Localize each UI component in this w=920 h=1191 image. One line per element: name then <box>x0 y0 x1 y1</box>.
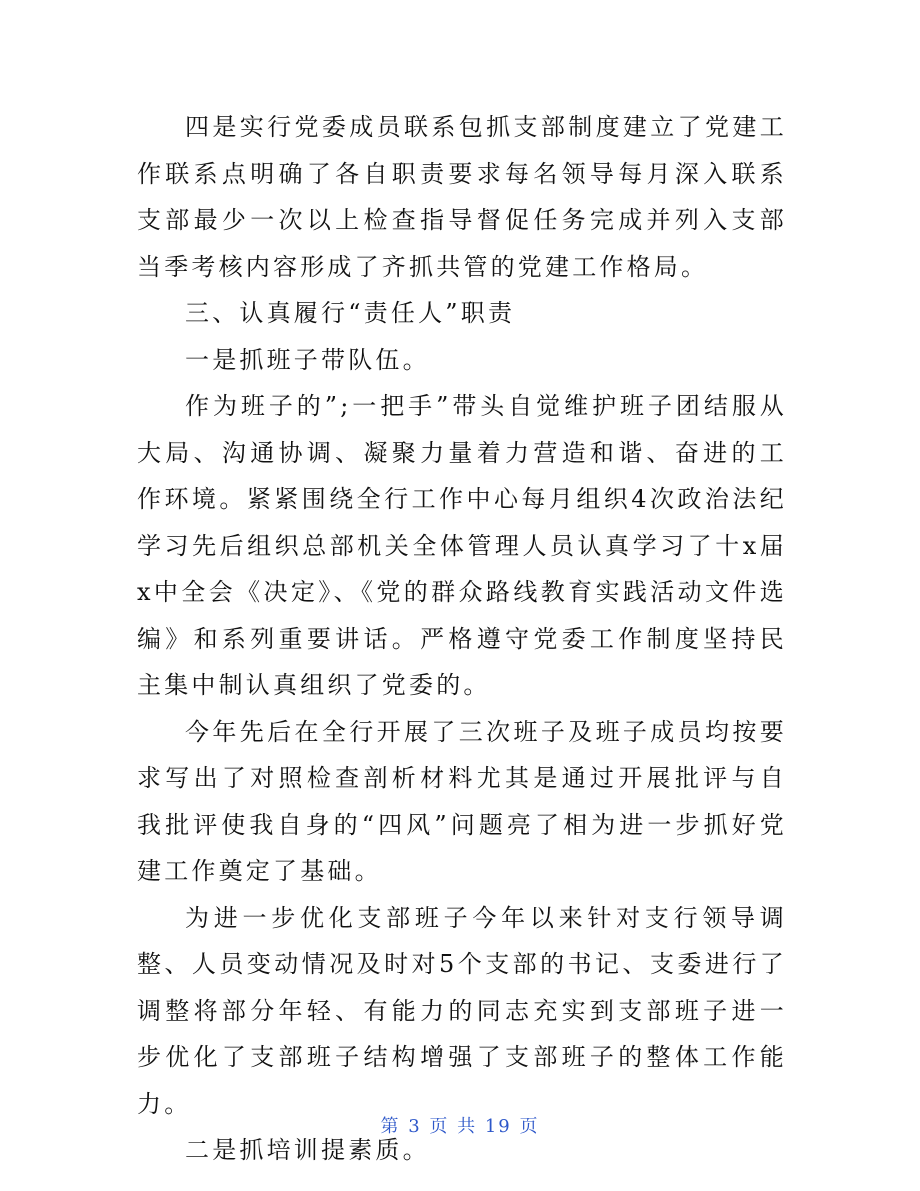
subheading-1: 一是抓班子带队伍。 <box>185 345 430 374</box>
subheading-2: 二是抓培训提素质。 <box>185 1136 430 1164</box>
document-body <box>137 104 787 1174</box>
paragraph-3: 今年先后在全行开展了三次班子及班子成员均按要求写出了对照检查剖析材料尤其是通过开展批评与自我批评使我自身的“四风”问题亮了相为进一步抓好党建工作奠定了基础。 <box>137 717 787 885</box>
paragraph-4: 为进一步优化支部班子今年以来针对支行领导调整、人员变动情况及时对5个支部的书记、支委进行了调整将部分年轻、有能力的同志充实到支部班子进一步优化了支部班子结构增强了支部班子的整体工作能力。 <box>137 903 787 1118</box>
section-heading: 三、认真履行“责任人”职责 <box>185 299 516 327</box>
paragraph-2: 作为班子的”;一把手”带头自觉维护班子团结服从大局、沟通协调、凝聚力量着力营造和谐、奋进的工作环境。紧紧围绕全行工作中心每月组织4次政治法纪学习先后组织总部机关全体管理人员认真学习了十x届x中全会《决定》、《党的群众路线教育实践活动文件选编》和系列重要讲话。严格遵守党委工作制度坚持民主集中制认真组织了党委的。 <box>137 392 787 699</box>
paragraph-1: 四是实行党委成员联系包抓支部制度建立了党建工作联系点明确了各自职责要求每名领导每月深入联系支部最少一次以上检查指导督促任务完成并列入支部当季考核内容形成了齐抓共管的党建工作格局。 <box>137 113 787 281</box>
page-number-footer: 第 3 页 共 19 页 <box>380 1116 540 1137</box>
